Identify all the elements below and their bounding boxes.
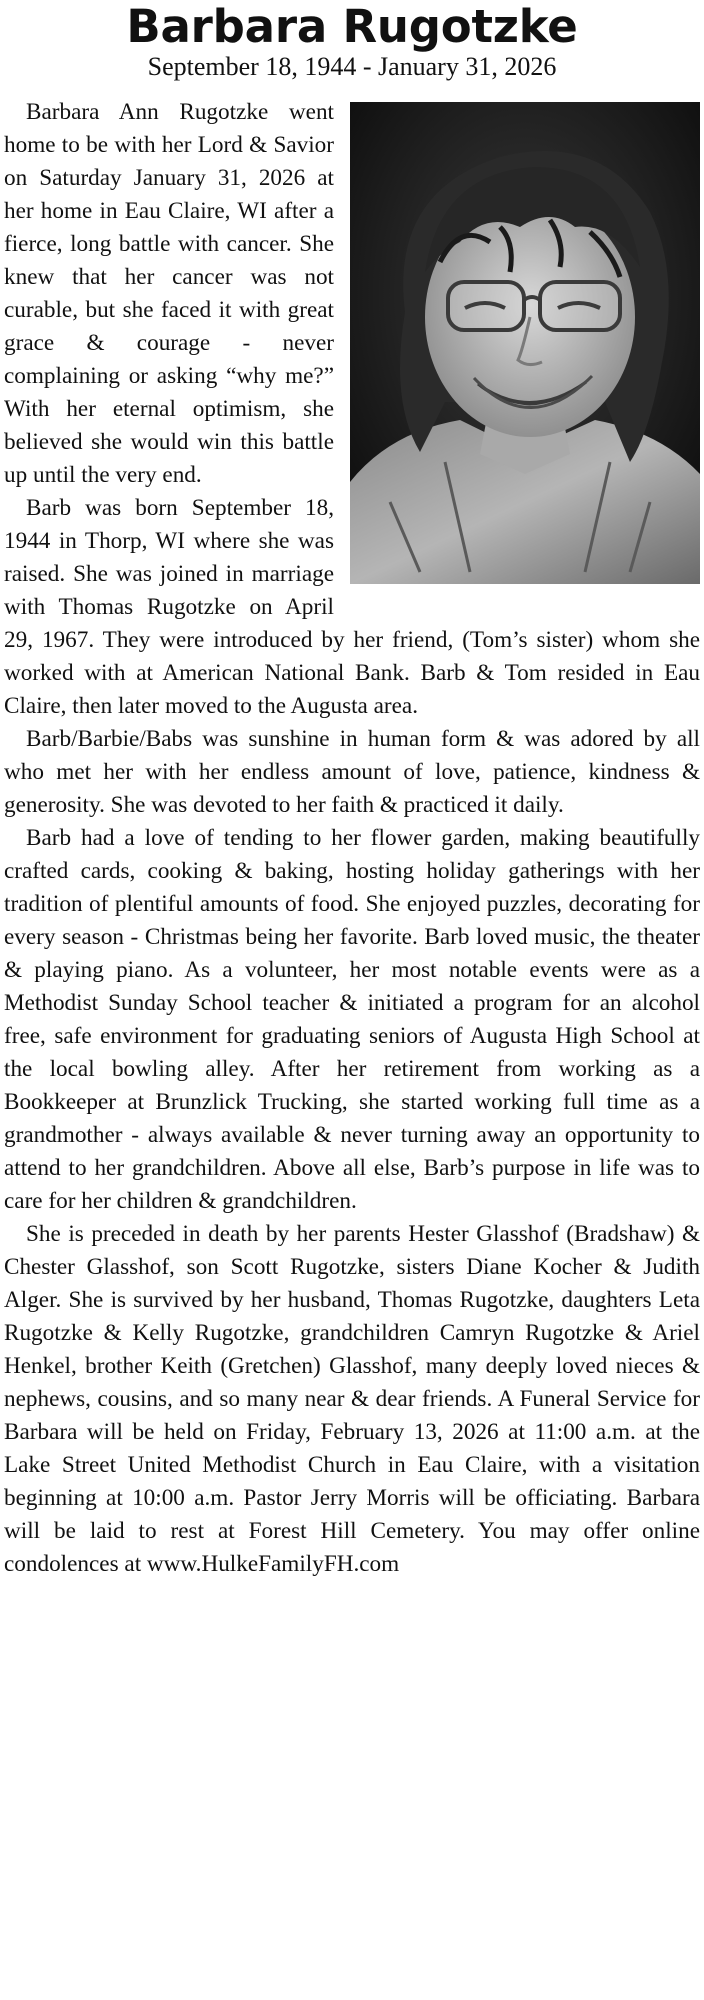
obituary-paragraph-4: Barb had a love of tending to her flower garden, making beautifully crafted cards, cooking & baking, hosting holiday gatherings with her tradition of plentiful amounts of food. She enjoyed puzzles, decorating for every season - Christmas being her favorite. Barb loved music, the theater & playing piano. As a volunteer, her most notable events were as a Methodist Sunday School teacher & initiated a program for an alcohol free, safe environment for graduating seniors of Augusta High School at the local bowling alley. After her retirement from working as a Bookkeeper at Brunzlick Trucking, she started working full time as a grandmother - always available & never turning away an opportunity to attend to her grandchildren. Above all else, Barb’s purpose in life was to care for her children & grandchildren. xyxy=(4,825,700,1214)
obituary-paragraph-1: Barbara Ann Rugotzke went home to be with her Lord & Savior on Saturday January 31, 2026 at her home in Eau Claire, WI after a fierce, long battle with cancer. She knew that her cancer was not curable, but she faced it with great grace & courage - never complaining or asking “why me?” With her eternal optimism, she believed she would win this battle up until the very end. xyxy=(4,99,334,488)
obituary-name: Barbara Rugotzke xyxy=(126,0,578,53)
obituary-dates: September 18, 1944 - January 31, 2026 xyxy=(147,52,557,81)
portrait-photo xyxy=(350,102,700,584)
obituary-paragraph-3: Barb/Barbie/Babs was sunshine in human form & was adored by all who met her with her endless amount of love, patience, kindness & generosity. She was devoted to her faith & practiced it daily. xyxy=(4,726,700,818)
portrait-illustration xyxy=(350,102,700,584)
obituary-paragraph-2: Barb was born September 18, 1944 in Thorp, WI where she was raised. She was joined in marriage with Thomas Rugotzke on April 29, 1967. They were introduced by her friend, (Tom’s sister) whom she worked with at American National Bank. Barb & Tom resided in Eau Claire, then later moved to the Augusta area. xyxy=(4,495,700,719)
obituary-body xyxy=(4,96,700,1581)
obituary-paragraph-5: She is preceded in death by her parents Hester Glasshof (Bradshaw) & Chester Glasshof, son Scott Rugotzke, sisters Diane Kocher & Judith Alger. She is survived by her husband, Thomas Rugotzke, daughters Leta Rugotzke & Kelly Rugotzke, grandchildren Camryn Rugotzke & Ariel Henkel, brother Keith (Gretchen) Glasshof, many deeply loved nieces & nephews, cousins, and so many near & dear friends. A Funeral Service for Barbara will be held on Friday, February 13, 2026 at 11:00 a.m. at the Lake Street United Methodist Church in Eau Claire, with a visitation beginning at 10:00 a.m. Pastor Jerry Morris will be officiating. Barbara will be laid to rest at Forest Hill Cemetery. You may offer online condolences at www.HulkeFamilyFH.com xyxy=(4,1221,700,1577)
